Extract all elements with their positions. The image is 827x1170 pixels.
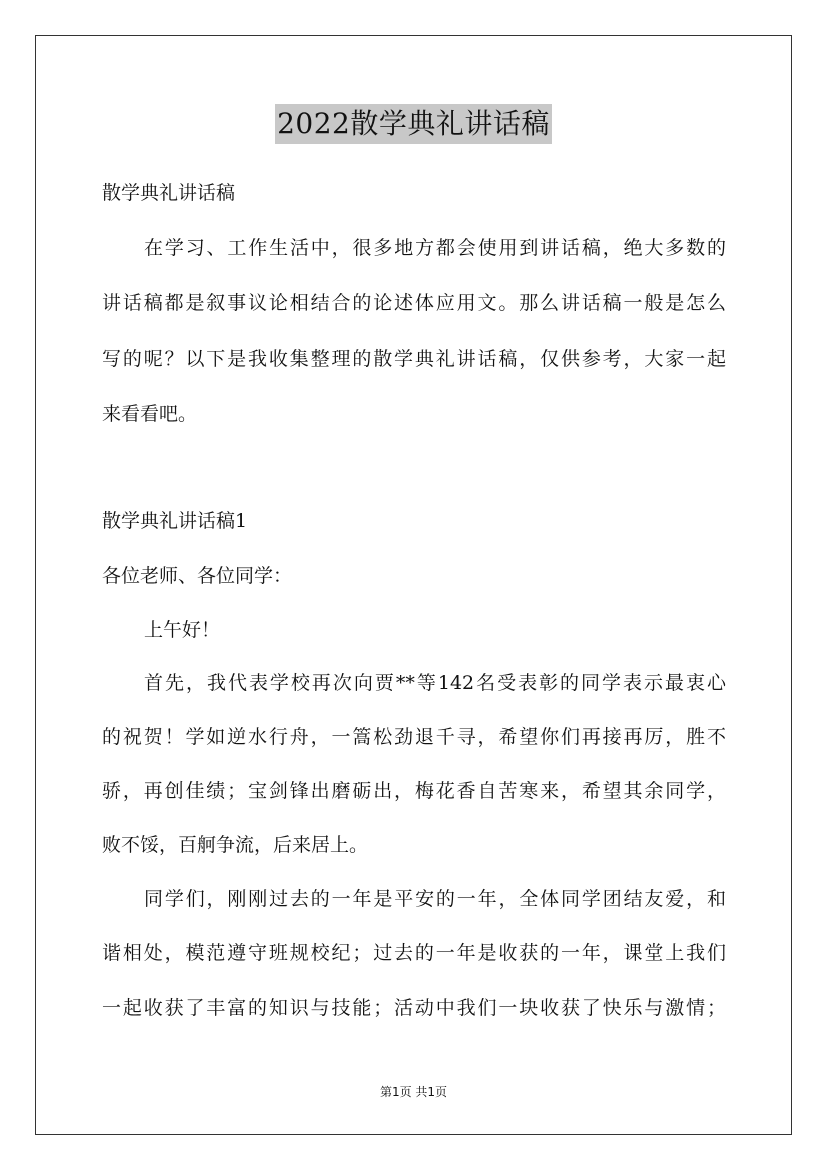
paragraph-line: 的祝贺！学如逆水行舟，一篙松劲退千寻，希望你们再接再厉，胜不 (102, 726, 726, 748)
section-heading: 散学典礼讲话稿1 (102, 510, 248, 532)
paragraph-line: 在学习、工作生活中，很多地方都会使用到讲话稿，绝大多数的 (144, 237, 726, 259)
paragraph-line: 讲话稿都是叙事议论相结合的论述体应用文。那么讲话稿一般是怎么 (102, 292, 726, 314)
paragraph-line: 一起收获了丰富的知识与技能；活动中我们一块收获了快乐与激情； (102, 997, 726, 1019)
paragraph-line: 败不馁，百舸争流，后来居上。 (102, 834, 369, 856)
salutation-line: 各位老师、各位同学： (102, 565, 293, 587)
title-container (0, 104, 827, 144)
greeting-line: 上午好！ (144, 619, 221, 641)
paragraph-line: 同学们，刚刚过去的一年是平安的一年，全体同学团结友爱，和 (144, 888, 726, 910)
paragraph-line: 首先，我代表学校再次向贾**等142名受表彰的同学表示最衷心 (144, 672, 726, 694)
subtitle-line: 散学典礼讲话稿 (102, 182, 236, 204)
paragraph-line: 写的呢？以下是我收集整理的散学典礼讲话稿，仅供参考，大家一起 (102, 348, 726, 370)
paragraph-line: 谐相处，模范遵守班规校纪；过去的一年是收获的一年，课堂上我们 (102, 942, 726, 964)
page-footer: 第1页 共1页 (379, 1085, 448, 1099)
document-title: 2022散学典礼讲话稿 (275, 104, 552, 144)
paragraph-line: 骄，再创佳绩；宝剑锋出磨砺出，梅花香自苦寒来，希望其余同学， (102, 780, 726, 802)
paragraph-line: 来看看吧。 (102, 403, 198, 425)
